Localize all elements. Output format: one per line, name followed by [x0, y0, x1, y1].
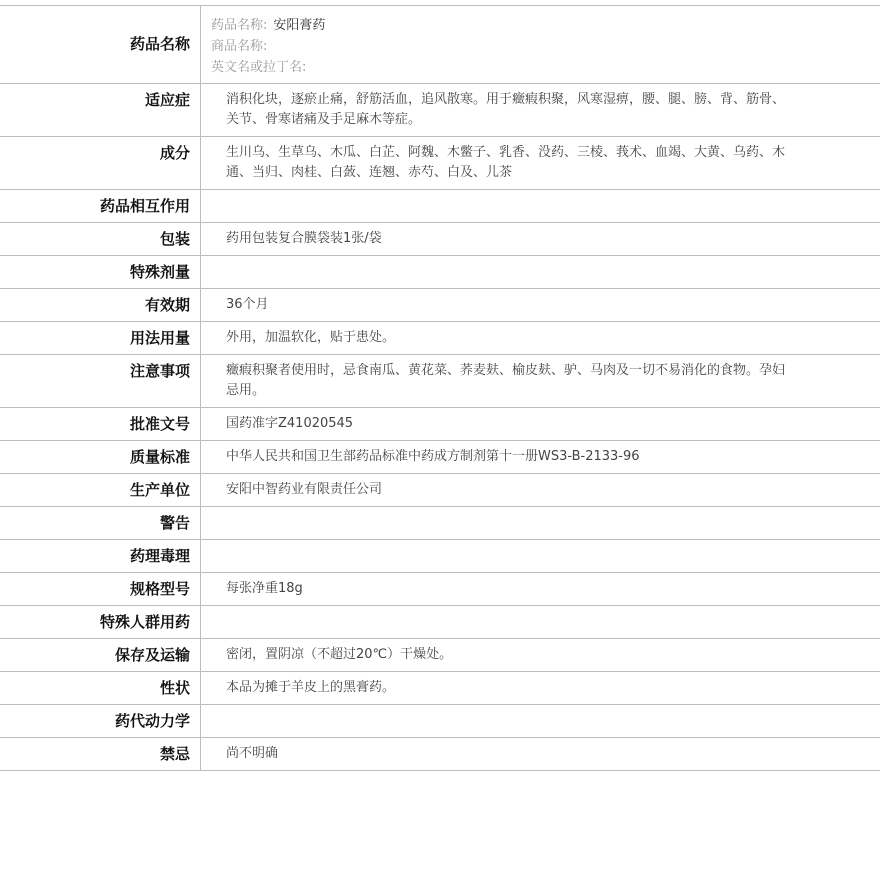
spec-label: 用法用量: [0, 322, 201, 354]
generic-name-value: 安阳膏药: [273, 18, 326, 33]
spec-value-cell: [201, 137, 880, 189]
spec-row-pharmacology: [0, 540, 880, 573]
spec-label: 规格型号: [0, 573, 201, 605]
spec-value: 中华人民共和国卫生部药品标准中药成方制剂第十一册WS3-B-2133-96: [226, 449, 640, 464]
spec-row-manufacturer: [0, 474, 880, 507]
spec-value-cell: [201, 190, 880, 222]
spec-value-cell: [201, 408, 880, 440]
english-name-key: 英文名或拉丁名:: [211, 60, 307, 75]
spec-value: 国药准字Z41020545: [226, 416, 354, 431]
spec-value-cell: [201, 738, 880, 770]
spec-row-quality-standard: [0, 441, 880, 474]
spec-value: 36个月: [226, 297, 269, 312]
generic-name-key: 药品名称:: [211, 18, 268, 33]
spec-value-cell: [201, 672, 880, 704]
drug-spec-table: [0, 5, 880, 771]
spec-label: 有效期: [0, 289, 201, 321]
spec-value: 安阳中智药业有限责任公司: [226, 482, 383, 497]
spec-row-storage: [0, 639, 880, 672]
spec-label: 警告: [0, 507, 201, 539]
spec-row-usage: [0, 322, 880, 355]
spec-value-cell: [201, 606, 880, 638]
spec-value: 消积化块，逐瘀止痛，舒筋活血，追风散寒。用于癥瘕积聚，风寒湿痹，腰、腿、膀、背、筋骨、关节、骨寒诸痛及手足麻木等症。: [226, 92, 786, 127]
spec-value-cell: [201, 639, 880, 671]
spec-label: 药理毒理: [0, 540, 201, 572]
spec-row-special-dosage: [0, 256, 880, 289]
spec-row-packaging: [0, 223, 880, 256]
drug-name-row: [0, 6, 880, 84]
spec-row-specification: [0, 573, 880, 606]
spec-label: 生产单位: [0, 474, 201, 506]
spec-label: 保存及运输: [0, 639, 201, 671]
spec-label: 批准文号: [0, 408, 201, 440]
spec-row-warning: [0, 507, 880, 540]
spec-label: 药品相互作用: [0, 190, 201, 222]
spec-value-cell: [201, 573, 880, 605]
spec-row-pharmacokinetics: [0, 705, 880, 738]
spec-value: 密闭，置阴凉（不超过20℃）干燥处。: [226, 647, 453, 662]
spec-value: 生川乌、生草乌、木瓜、白芷、阿魏、木鳖子、乳香、没药、三棱、莪术、血竭、大黄、乌药、木通、当归、肉桂、白蔹、连翘、赤芍、白及、儿茶: [226, 145, 786, 180]
spec-label: 成分: [0, 137, 201, 189]
spec-value-cell: [201, 84, 880, 136]
spec-row-shelf-life: [0, 289, 880, 322]
spec-value: 外用，加温软化，贴于患处。: [226, 330, 396, 345]
spec-value-cell: [201, 355, 880, 407]
spec-value-cell: [201, 256, 880, 288]
trade-name-line: [211, 36, 870, 57]
spec-row-approval-number: [0, 408, 880, 441]
spec-row-precautions: [0, 355, 880, 408]
spec-row-interactions: [0, 190, 880, 223]
spec-value-cell: [201, 474, 880, 506]
english-name-line: [211, 57, 870, 78]
spec-value-cell: [201, 540, 880, 572]
spec-label: 质量标准: [0, 441, 201, 473]
spec-value-cell: [201, 289, 880, 321]
drug-name-label: 药品名称: [0, 6, 201, 83]
spec-value: 癥瘕积聚者使用时，忌食南瓜、黄花菜、荞麦麸、榆皮麸、驴、马肉及一切不易消化的食物。孕妇忌用。: [226, 363, 786, 398]
spec-row-appearance: [0, 672, 880, 705]
spec-label: 注意事项: [0, 355, 201, 407]
spec-value: 尚不明确: [226, 746, 279, 761]
drug-name-values: [201, 6, 880, 83]
spec-value: 每张净重18g: [226, 581, 303, 596]
spec-label: 特殊人群用药: [0, 606, 201, 638]
spec-value: 本品为摊于羊皮上的黑膏药。: [226, 680, 396, 695]
spec-label: 性状: [0, 672, 201, 704]
spec-row-special-populations: [0, 606, 880, 639]
trade-name-key: 商品名称:: [211, 39, 268, 54]
spec-label: 适应症: [0, 84, 201, 136]
spec-value: 药用包装复合膜袋装1张/袋: [226, 231, 382, 246]
spec-row-contraindications: [0, 738, 880, 771]
spec-label: 特殊剂量: [0, 256, 201, 288]
spec-value-cell: [201, 441, 880, 473]
spec-label: 禁忌: [0, 738, 201, 770]
spec-value-cell: [201, 223, 880, 255]
spec-value-cell: [201, 507, 880, 539]
spec-row-indications: [0, 84, 880, 137]
spec-label: 药代动力学: [0, 705, 201, 737]
generic-name-line: [211, 15, 870, 36]
spec-label: 包装: [0, 223, 201, 255]
spec-row-ingredients: [0, 137, 880, 190]
spec-value-cell: [201, 322, 880, 354]
spec-value-cell: [201, 705, 880, 737]
